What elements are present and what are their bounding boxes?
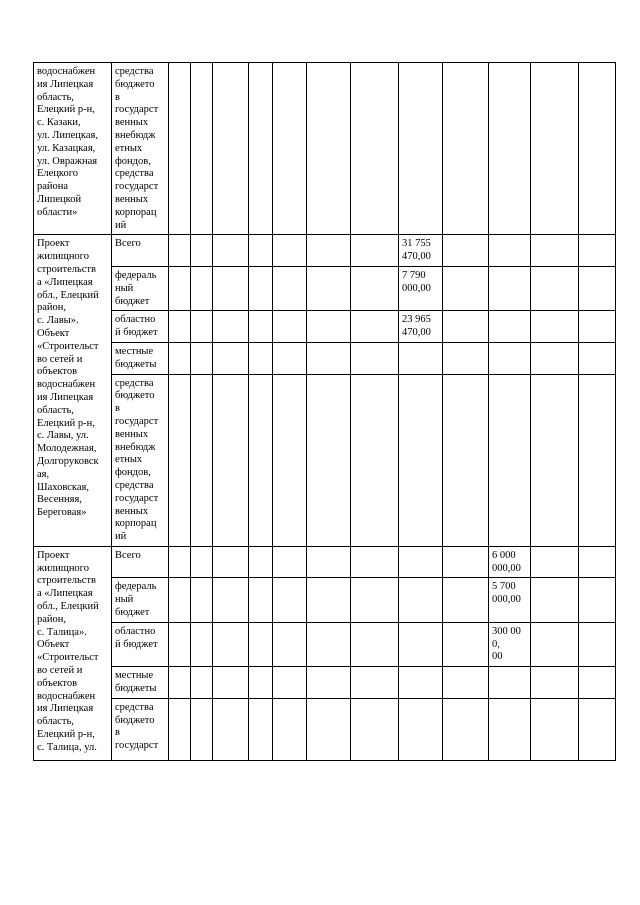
funding-source-cell: Всего — [112, 546, 169, 578]
empty-cell — [249, 374, 273, 546]
empty-cell — [213, 546, 249, 578]
empty-cell — [273, 698, 307, 760]
empty-cell — [531, 622, 579, 666]
amount-cell — [489, 698, 531, 760]
amount-cell — [399, 622, 443, 666]
empty-cell — [169, 578, 191, 622]
empty-cell — [307, 622, 351, 666]
empty-cell — [169, 266, 191, 310]
empty-cell — [579, 235, 616, 267]
empty-cell — [307, 342, 351, 374]
funding-source-cell: федераль ный бюджет — [112, 266, 169, 310]
empty-cell — [443, 266, 489, 310]
empty-cell — [531, 667, 579, 699]
table-row — [34, 63, 616, 235]
empty-cell — [531, 311, 579, 343]
empty-cell — [169, 622, 191, 666]
empty-cell — [273, 374, 307, 546]
empty-cell — [351, 374, 399, 546]
funding-source-cell: Всего — [112, 235, 169, 267]
empty-cell — [307, 546, 351, 578]
empty-cell — [191, 578, 213, 622]
table-row — [34, 342, 616, 374]
empty-cell — [579, 546, 616, 578]
empty-cell — [307, 235, 351, 267]
empty-cell — [191, 374, 213, 546]
empty-cell — [307, 63, 351, 235]
empty-cell — [191, 63, 213, 235]
amount-cell — [489, 374, 531, 546]
empty-cell — [531, 63, 579, 235]
table-row — [34, 698, 616, 760]
empty-cell — [273, 578, 307, 622]
empty-cell — [307, 311, 351, 343]
empty-cell — [169, 374, 191, 546]
empty-cell — [443, 374, 489, 546]
empty-cell — [249, 578, 273, 622]
empty-cell — [213, 667, 249, 699]
empty-cell — [249, 546, 273, 578]
table-row — [34, 578, 616, 622]
empty-cell — [579, 266, 616, 310]
empty-cell — [351, 622, 399, 666]
empty-cell — [307, 374, 351, 546]
empty-cell — [169, 698, 191, 760]
empty-cell — [351, 342, 399, 374]
empty-cell — [351, 546, 399, 578]
budget-table — [33, 62, 616, 761]
amount-cell — [399, 342, 443, 374]
empty-cell — [273, 622, 307, 666]
empty-cell — [307, 698, 351, 760]
table-body — [34, 63, 616, 761]
empty-cell — [443, 311, 489, 343]
amount-cell — [489, 667, 531, 699]
empty-cell — [579, 311, 616, 343]
amount-cell: 31 755 470,00 — [399, 235, 443, 267]
empty-cell — [191, 311, 213, 343]
empty-cell — [191, 698, 213, 760]
project-cell: Проект жилищного строительств а «Липецкая обл., Елецкий район, с. Талица». Объект «Строительст во сетей и объектов водоснабжен ия Липецкая область, Елецкий р-н, с. Талица, ул. — [34, 546, 112, 760]
project-cell: водоснабжен ия Липецкая область, Елецкий р-н, с. Казаки, ул. Липецкая, ул. Казацкая, ул. Овражная Елецкого района Липецкой области» — [34, 63, 112, 235]
empty-cell — [351, 578, 399, 622]
table-row — [34, 311, 616, 343]
table-row — [34, 374, 616, 546]
empty-cell — [273, 311, 307, 343]
empty-cell — [191, 622, 213, 666]
empty-cell — [443, 698, 489, 760]
funding-source-cell: местные бюджеты — [112, 667, 169, 699]
empty-cell — [273, 546, 307, 578]
funding-source-cell: федераль ный бюджет — [112, 578, 169, 622]
empty-cell — [169, 235, 191, 267]
empty-cell — [169, 342, 191, 374]
funding-source-cell: средства бюджето в государст — [112, 698, 169, 760]
empty-cell — [579, 578, 616, 622]
table-row — [34, 667, 616, 699]
empty-cell — [169, 311, 191, 343]
empty-cell — [249, 667, 273, 699]
empty-cell — [307, 667, 351, 699]
amount-cell: 6 000 000,00 — [489, 546, 531, 578]
empty-cell — [307, 578, 351, 622]
empty-cell — [531, 266, 579, 310]
amount-cell: 23 965 470,00 — [399, 311, 443, 343]
empty-cell — [273, 235, 307, 267]
empty-cell — [443, 235, 489, 267]
table-row — [34, 546, 616, 578]
empty-cell — [531, 235, 579, 267]
empty-cell — [213, 311, 249, 343]
empty-cell — [443, 546, 489, 578]
funding-source-cell: местные бюджеты — [112, 342, 169, 374]
empty-cell — [351, 235, 399, 267]
empty-cell — [249, 622, 273, 666]
amount-cell — [399, 667, 443, 699]
empty-cell — [531, 698, 579, 760]
empty-cell — [579, 667, 616, 699]
empty-cell — [579, 374, 616, 546]
empty-cell — [213, 63, 249, 235]
empty-cell — [249, 698, 273, 760]
amount-cell — [399, 578, 443, 622]
empty-cell — [213, 342, 249, 374]
empty-cell — [273, 342, 307, 374]
empty-cell — [249, 63, 273, 235]
table-row — [34, 235, 616, 267]
empty-cell — [273, 667, 307, 699]
empty-cell — [213, 374, 249, 546]
empty-cell — [531, 374, 579, 546]
empty-cell — [169, 63, 191, 235]
empty-cell — [249, 235, 273, 267]
funding-source-cell: областно й бюджет — [112, 311, 169, 343]
amount-cell — [399, 374, 443, 546]
empty-cell — [169, 667, 191, 699]
funding-source-cell: средства бюджето в государст венных внебюдж етных фондов, средства государст венных корпорац ий — [112, 63, 169, 235]
amount-cell: 5 700 000,00 — [489, 578, 531, 622]
amount-cell — [399, 63, 443, 235]
empty-cell — [443, 667, 489, 699]
empty-cell — [531, 578, 579, 622]
empty-cell — [191, 546, 213, 578]
empty-cell — [213, 698, 249, 760]
table-row — [34, 266, 616, 310]
empty-cell — [273, 266, 307, 310]
empty-cell — [579, 342, 616, 374]
empty-cell — [191, 266, 213, 310]
empty-cell — [213, 578, 249, 622]
amount-cell — [399, 698, 443, 760]
amount-cell — [489, 63, 531, 235]
empty-cell — [249, 342, 273, 374]
amount-cell — [489, 266, 531, 310]
empty-cell — [249, 266, 273, 310]
empty-cell — [191, 342, 213, 374]
empty-cell — [191, 667, 213, 699]
empty-cell — [249, 311, 273, 343]
amount-cell: 7 790 000,00 — [399, 266, 443, 310]
funding-source-cell: средства бюджето в государст венных внебюдж етных фондов, средства государст венных корпорац ий — [112, 374, 169, 546]
empty-cell — [579, 698, 616, 760]
empty-cell — [443, 622, 489, 666]
amount-cell — [489, 311, 531, 343]
funding-source-cell: областно й бюджет — [112, 622, 169, 666]
empty-cell — [531, 546, 579, 578]
empty-cell — [273, 63, 307, 235]
empty-cell — [579, 622, 616, 666]
empty-cell — [443, 342, 489, 374]
amount-cell — [489, 342, 531, 374]
empty-cell — [351, 667, 399, 699]
empty-cell — [213, 235, 249, 267]
empty-cell — [351, 698, 399, 760]
empty-cell — [443, 578, 489, 622]
empty-cell — [351, 311, 399, 343]
project-cell: Проект жилищного строительств а «Липецкая обл., Елецкий район, с. Лавы». Объект «Строительст во сетей и объектов водоснабжен ия Липецкая область, Елецкий р-н, с. Лавы, ул. Молодежная, Долгоруковск ая, Шаховская, Весенняя, Береговая» — [34, 235, 112, 547]
empty-cell — [169, 546, 191, 578]
table-row — [34, 622, 616, 666]
empty-cell — [213, 622, 249, 666]
amount-cell — [399, 546, 443, 578]
amount-cell: 300 000, 00 — [489, 622, 531, 666]
empty-cell — [351, 266, 399, 310]
empty-cell — [531, 342, 579, 374]
empty-cell — [191, 235, 213, 267]
empty-cell — [351, 63, 399, 235]
amount-cell — [489, 235, 531, 267]
empty-cell — [443, 63, 489, 235]
empty-cell — [307, 266, 351, 310]
empty-cell — [579, 63, 616, 235]
empty-cell — [213, 266, 249, 310]
